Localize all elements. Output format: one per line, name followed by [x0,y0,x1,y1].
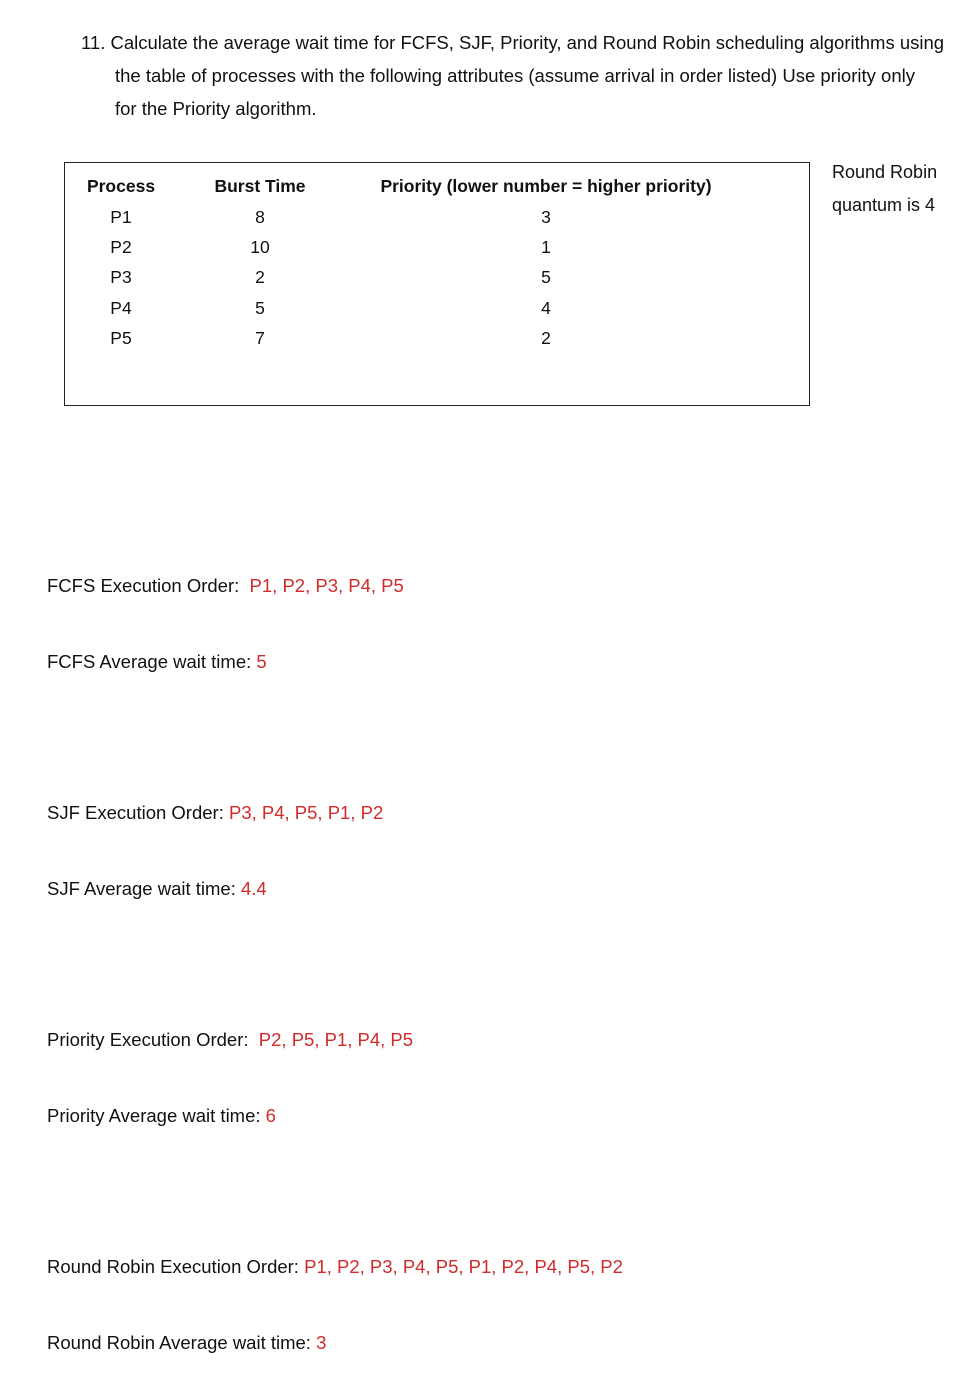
priority-execution-order-value: P2, P5, P1, P4, P5 [258,1029,414,1050]
process-table [64,162,810,406]
cell-burst: 10 [250,237,270,257]
priority-execution-order [47,1028,413,1052]
sjf-execution-order-label: SJF Execution Order: [47,802,224,823]
fcfs-execution-order-label: FCFS Execution Order: [47,575,240,596]
header-burst-time: Burst Time [214,176,306,196]
header-priority: Priority (lower number = higher priority) [380,176,712,196]
cell-burst: 5 [255,298,265,318]
round-robin-execution-order-value: P1, P2, P3, P4, P5, P1, P2, P4, P5, P2 [304,1256,623,1277]
round-robin-average-wait [47,1331,326,1355]
question-line-1 [81,26,961,59]
cell-process: P1 [110,207,132,227]
sjf-average-wait [47,877,267,901]
question-line-3: for the Priority algorithm. [115,98,317,119]
sjf-average-wait-label: SJF Average wait time: [47,878,236,899]
priority-execution-order-label: Priority Execution Order: [47,1029,249,1050]
sjf-average-wait-value: 4.4 [241,878,267,899]
round-robin-average-wait-value: 3 [316,1332,327,1353]
fcfs-average-wait-value: 5 [256,651,267,672]
cell-priority: 1 [541,237,551,257]
priority-average-wait [47,1104,276,1128]
cell-burst: 2 [255,267,265,287]
question-line-1-text: Calculate the average wait time for FCFS, SJF, Priority, and Round Robin scheduling algorithms using [110,32,945,53]
priority-average-wait-value: 6 [265,1105,276,1126]
round-robin-note-line-1: Round Robin [832,162,938,182]
priority-average-wait-label: Priority Average wait time: [47,1105,261,1126]
fcfs-average-wait [47,650,267,674]
cell-burst: 7 [255,328,265,348]
fcfs-execution-order-value: P1, P2, P3, P4, P5 [249,575,404,596]
cell-process: P3 [110,267,132,287]
header-process: Process [86,176,156,196]
cell-process: P2 [110,237,132,257]
round-robin-average-wait-label: Round Robin Average wait time: [47,1332,311,1353]
cell-priority: 5 [541,267,551,287]
cell-priority: 2 [541,328,551,348]
sjf-execution-order [47,801,383,825]
round-robin-note-line-2: quantum is 4 [832,195,936,215]
question-prompt [81,26,961,125]
fcfs-execution-order [47,574,404,598]
cell-priority: 4 [541,298,551,318]
cell-process: P5 [110,328,132,348]
cell-process: P4 [110,298,132,318]
question-line-2: the table of processes with the following attributes (assume arrival in order listed) Use priority only [115,65,915,86]
round-robin-execution-order-label: Round Robin Execution Order: [47,1256,299,1277]
cell-burst: 8 [255,207,265,227]
question-number: 11. [81,32,106,53]
cell-priority: 3 [541,207,551,227]
sjf-execution-order-value: P3, P4, P5, P1, P2 [228,802,384,823]
round-robin-execution-order [47,1255,623,1279]
fcfs-average-wait-label: FCFS Average wait time: [47,651,252,672]
round-robin-note [832,156,937,222]
